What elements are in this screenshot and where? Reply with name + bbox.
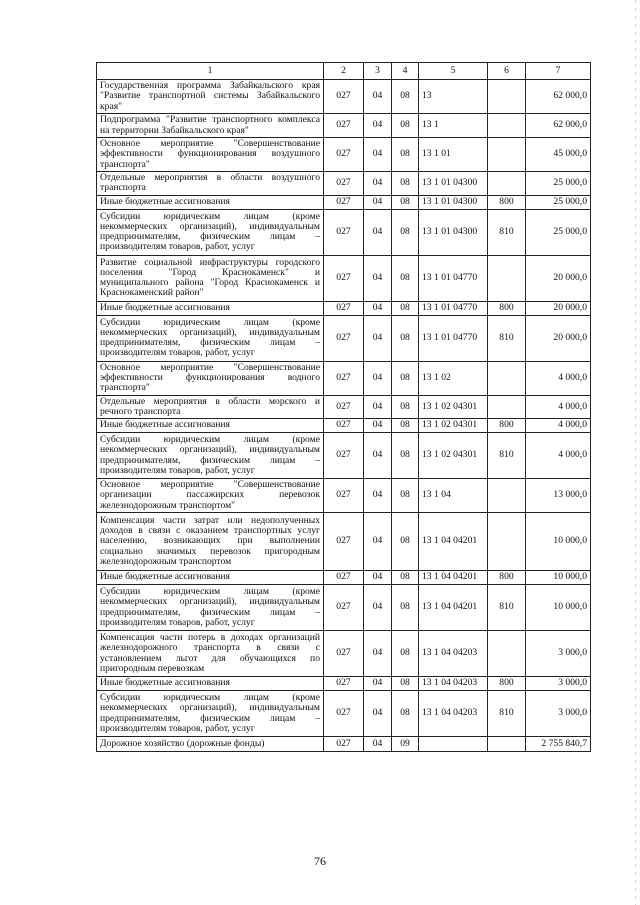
- header-col-7: 7: [526, 63, 591, 80]
- cell-subsection: 08: [392, 209, 419, 255]
- cell-expense-type: [488, 395, 526, 419]
- table-body: [97, 80, 591, 752]
- cell-code: 027: [324, 315, 364, 361]
- table-row: [97, 315, 591, 361]
- cell-target-article: 13 1 01 04770: [419, 301, 488, 315]
- cell-target-article: 13 1 04 04203: [419, 631, 488, 677]
- cell-name: Иные бюджетные ассигнования: [97, 677, 324, 691]
- cell-section: 04: [364, 419, 392, 433]
- cell-expense-type: 810: [488, 315, 526, 361]
- cell-amount: 3 000,0: [526, 631, 591, 677]
- header-col-5: 5: [419, 63, 488, 80]
- cell-code: 027: [324, 138, 364, 172]
- cell-code: 027: [324, 585, 364, 631]
- cell-name: Дорожное хозяйство (дорожные фонды): [97, 737, 324, 752]
- cell-amount: 25 000,0: [526, 172, 591, 196]
- cell-amount: 10 000,0: [526, 513, 591, 571]
- table-row: [97, 585, 591, 631]
- cell-subsection: 08: [392, 571, 419, 585]
- cell-subsection: 08: [392, 138, 419, 172]
- cell-target-article: 13 1 04 04203: [419, 677, 488, 691]
- cell-expense-type: [488, 361, 526, 395]
- cell-expense-type: 800: [488, 419, 526, 433]
- cell-expense-type: 800: [488, 195, 526, 209]
- cell-subsection: 08: [392, 677, 419, 691]
- cell-section: 04: [364, 114, 392, 138]
- cell-amount: 20 000,0: [526, 315, 591, 361]
- scan-edge-line: [635, 0, 636, 905]
- header-row: [97, 63, 591, 80]
- cell-subsection: 08: [392, 195, 419, 209]
- table-row: [97, 631, 591, 677]
- cell-subsection: 08: [392, 114, 419, 138]
- cell-expense-type: 810: [488, 585, 526, 631]
- cell-amount: 20 000,0: [526, 255, 591, 301]
- cell-target-article: 13 1 02 04301: [419, 419, 488, 433]
- cell-target-article: [419, 737, 488, 752]
- cell-subsection: 08: [392, 255, 419, 301]
- cell-code: 027: [324, 301, 364, 315]
- table-row: [97, 395, 591, 419]
- cell-subsection: 08: [392, 80, 419, 114]
- cell-target-article: 13 1 04 04201: [419, 571, 488, 585]
- cell-subsection: 08: [392, 513, 419, 571]
- cell-amount: 4 000,0: [526, 419, 591, 433]
- table-row: [97, 172, 591, 196]
- page-number: 76: [314, 854, 326, 868]
- cell-name: Субсидии юридическим лицам (кроме некоммерческих организаций), индивидуальным предпринимателям, физическим лицам – производителям товаров, работ, услуг: [97, 585, 324, 631]
- cell-code: 027: [324, 419, 364, 433]
- cell-name: Субсидии юридическим лицам (кроме некоммерческих организаций), индивидуальным предпринимателям, физическим лицам – производителям товаров, работ, услуг: [97, 209, 324, 255]
- cell-expense-type: [488, 138, 526, 172]
- table-row: [97, 255, 591, 301]
- table-row: [97, 571, 591, 585]
- table-row: [97, 195, 591, 209]
- table-row: [97, 433, 591, 479]
- cell-expense-type: [488, 114, 526, 138]
- cell-amount: 2 755 840,7: [526, 737, 591, 752]
- cell-subsection: 08: [392, 479, 419, 513]
- table-row: [97, 301, 591, 315]
- cell-code: 027: [324, 195, 364, 209]
- cell-target-article: 13 1 02 04301: [419, 433, 488, 479]
- cell-expense-type: 810: [488, 691, 526, 737]
- cell-code: 027: [324, 172, 364, 196]
- cell-subsection: 08: [392, 419, 419, 433]
- cell-expense-type: [488, 513, 526, 571]
- cell-expense-type: [488, 172, 526, 196]
- cell-section: 04: [364, 315, 392, 361]
- cell-subsection: 09: [392, 737, 419, 752]
- cell-expense-type: [488, 479, 526, 513]
- cell-name: Подпрограмма "Развитие транспортного комплекса на территории Забайкальского края": [97, 114, 324, 138]
- cell-amount: 4 000,0: [526, 395, 591, 419]
- cell-code: 027: [324, 737, 364, 752]
- cell-name: Иные бюджетные ассигнования: [97, 419, 324, 433]
- cell-code: 027: [324, 571, 364, 585]
- cell-code: 027: [324, 361, 364, 395]
- cell-name: Основное мероприятие "Совершенствование эффективности функционирования воздушного транспорта": [97, 138, 324, 172]
- cell-target-article: 13 1 01: [419, 138, 488, 172]
- cell-amount: 4 000,0: [526, 433, 591, 479]
- cell-amount: 13 000,0: [526, 479, 591, 513]
- cell-code: 027: [324, 80, 364, 114]
- cell-code: 027: [324, 479, 364, 513]
- cell-amount: 3 000,0: [526, 677, 591, 691]
- cell-name: Иные бюджетные ассигнования: [97, 195, 324, 209]
- table-row: [97, 479, 591, 513]
- cell-expense-type: 810: [488, 209, 526, 255]
- cell-target-article: 13 1 01 04300: [419, 209, 488, 255]
- cell-name: Государственная программа Забайкальского края "Развитие транспортной системы Забайкальского края": [97, 80, 324, 114]
- cell-section: 04: [364, 691, 392, 737]
- cell-name: Субсидии юридическим лицам (кроме некоммерческих организаций), индивидуальным предпринимателям, физическим лицам – производителям товаров, работ, услуг: [97, 433, 324, 479]
- cell-section: 04: [364, 395, 392, 419]
- cell-target-article: 13 1 04 04203: [419, 691, 488, 737]
- cell-amount: 62 000,0: [526, 80, 591, 114]
- cell-code: 027: [324, 691, 364, 737]
- cell-target-article: 13 1 01 04770: [419, 315, 488, 361]
- cell-target-article: 13 1 01 04300: [419, 172, 488, 196]
- cell-target-article: 13 1 01 04300: [419, 195, 488, 209]
- cell-subsection: 08: [392, 395, 419, 419]
- table-row: [97, 677, 591, 691]
- cell-expense-type: 800: [488, 677, 526, 691]
- header-col-3: 3: [364, 63, 392, 80]
- table-row: [97, 114, 591, 138]
- table-row: [97, 138, 591, 172]
- cell-amount: 10 000,0: [526, 585, 591, 631]
- table-row: [97, 513, 591, 571]
- cell-section: 04: [364, 80, 392, 114]
- cell-target-article: 13 1 04: [419, 479, 488, 513]
- cell-name: Компенсация части затрат или недополученных доходов в связи с оказанием транспортных услуг населению, возникающих при выполнении социально значимых перевозок пригородным железнодорожным транспортом: [97, 513, 324, 571]
- cell-code: 027: [324, 631, 364, 677]
- cell-target-article: 13 1 04 04201: [419, 513, 488, 571]
- header-col-6: 6: [488, 63, 526, 80]
- cell-name: Компенсация части потерь в доходах организаций железнодорожного транспорта в связи с установлением льгот для обучающихся по пригородным перевозкам: [97, 631, 324, 677]
- table-row: [97, 80, 591, 114]
- cell-section: 04: [364, 571, 392, 585]
- cell-amount: 25 000,0: [526, 195, 591, 209]
- cell-target-article: 13 1 01 04770: [419, 255, 488, 301]
- table-row: [97, 209, 591, 255]
- cell-code: 027: [324, 513, 364, 571]
- cell-name: Основное мероприятие "Совершенствование организации пассажирских перевозок железнодорожным транспортом": [97, 479, 324, 513]
- cell-amount: 4 000,0: [526, 361, 591, 395]
- cell-amount: 20 000,0: [526, 301, 591, 315]
- cell-expense-type: 800: [488, 571, 526, 585]
- cell-section: 04: [364, 138, 392, 172]
- cell-code: 027: [324, 395, 364, 419]
- cell-section: 04: [364, 195, 392, 209]
- cell-section: 04: [364, 585, 392, 631]
- cell-code: 027: [324, 209, 364, 255]
- cell-target-article: 13: [419, 80, 488, 114]
- cell-name: Отдельные мероприятия в области морского и речного транспорта: [97, 395, 324, 419]
- cell-section: 04: [364, 631, 392, 677]
- cell-subsection: 08: [392, 315, 419, 361]
- cell-subsection: 08: [392, 361, 419, 395]
- table-row: [97, 419, 591, 433]
- budget-table: [96, 62, 591, 752]
- cell-code: 027: [324, 114, 364, 138]
- cell-name: Иные бюджетные ассигнования: [97, 571, 324, 585]
- cell-name: Основное мероприятие "Совершенствование эффективности функционирования водного транспорта": [97, 361, 324, 395]
- cell-expense-type: [488, 631, 526, 677]
- cell-section: 04: [364, 301, 392, 315]
- cell-section: 04: [364, 172, 392, 196]
- header-col-4: 4: [392, 63, 419, 80]
- cell-subsection: 08: [392, 172, 419, 196]
- cell-subsection: 08: [392, 631, 419, 677]
- cell-name: Субсидии юридическим лицам (кроме некоммерческих организаций), индивидуальным предпринимателям, физическим лицам – производителям товаров, работ, услуг: [97, 691, 324, 737]
- cell-section: 04: [364, 433, 392, 479]
- cell-target-article: 13 1 02: [419, 361, 488, 395]
- cell-target-article: 13 1 04 04201: [419, 585, 488, 631]
- table-row: [97, 691, 591, 737]
- cell-name: Субсидии юридическим лицам (кроме некоммерческих организаций), индивидуальным предпринимателям, физическим лицам – производителям товаров, работ, услуг: [97, 315, 324, 361]
- cell-amount: 3 000,0: [526, 691, 591, 737]
- cell-name: Иные бюджетные ассигнования: [97, 301, 324, 315]
- cell-expense-type: 810: [488, 433, 526, 479]
- cell-expense-type: [488, 255, 526, 301]
- cell-section: 04: [364, 513, 392, 571]
- cell-subsection: 08: [392, 585, 419, 631]
- cell-section: 04: [364, 209, 392, 255]
- cell-section: 04: [364, 737, 392, 752]
- cell-section: 04: [364, 361, 392, 395]
- cell-target-article: 13 1: [419, 114, 488, 138]
- table-row: [97, 361, 591, 395]
- cell-amount: 45 000,0: [526, 138, 591, 172]
- cell-expense-type: 800: [488, 301, 526, 315]
- table-row: [97, 737, 591, 752]
- cell-subsection: 08: [392, 433, 419, 479]
- cell-name: Развитие социальной инфраструктуры городского поселения "Город Краснокаменск" и муниципального района "Город Краснокаменск и Краснокаменский район": [97, 255, 324, 301]
- cell-subsection: 08: [392, 691, 419, 737]
- cell-section: 04: [364, 677, 392, 691]
- cell-expense-type: [488, 737, 526, 752]
- cell-code: 027: [324, 677, 364, 691]
- cell-code: 027: [324, 255, 364, 301]
- cell-amount: 62 000,0: [526, 114, 591, 138]
- cell-name: Отдельные мероприятия в области воздушного транспорта: [97, 172, 324, 196]
- cell-subsection: 08: [392, 301, 419, 315]
- cell-code: 027: [324, 433, 364, 479]
- cell-section: 04: [364, 479, 392, 513]
- cell-amount: 25 000,0: [526, 209, 591, 255]
- header-col-2: 2: [324, 63, 364, 80]
- cell-expense-type: [488, 80, 526, 114]
- cell-section: 04: [364, 255, 392, 301]
- cell-target-article: 13 1 02 04301: [419, 395, 488, 419]
- header-col-1: 1: [97, 63, 324, 80]
- cell-amount: 10 000,0: [526, 571, 591, 585]
